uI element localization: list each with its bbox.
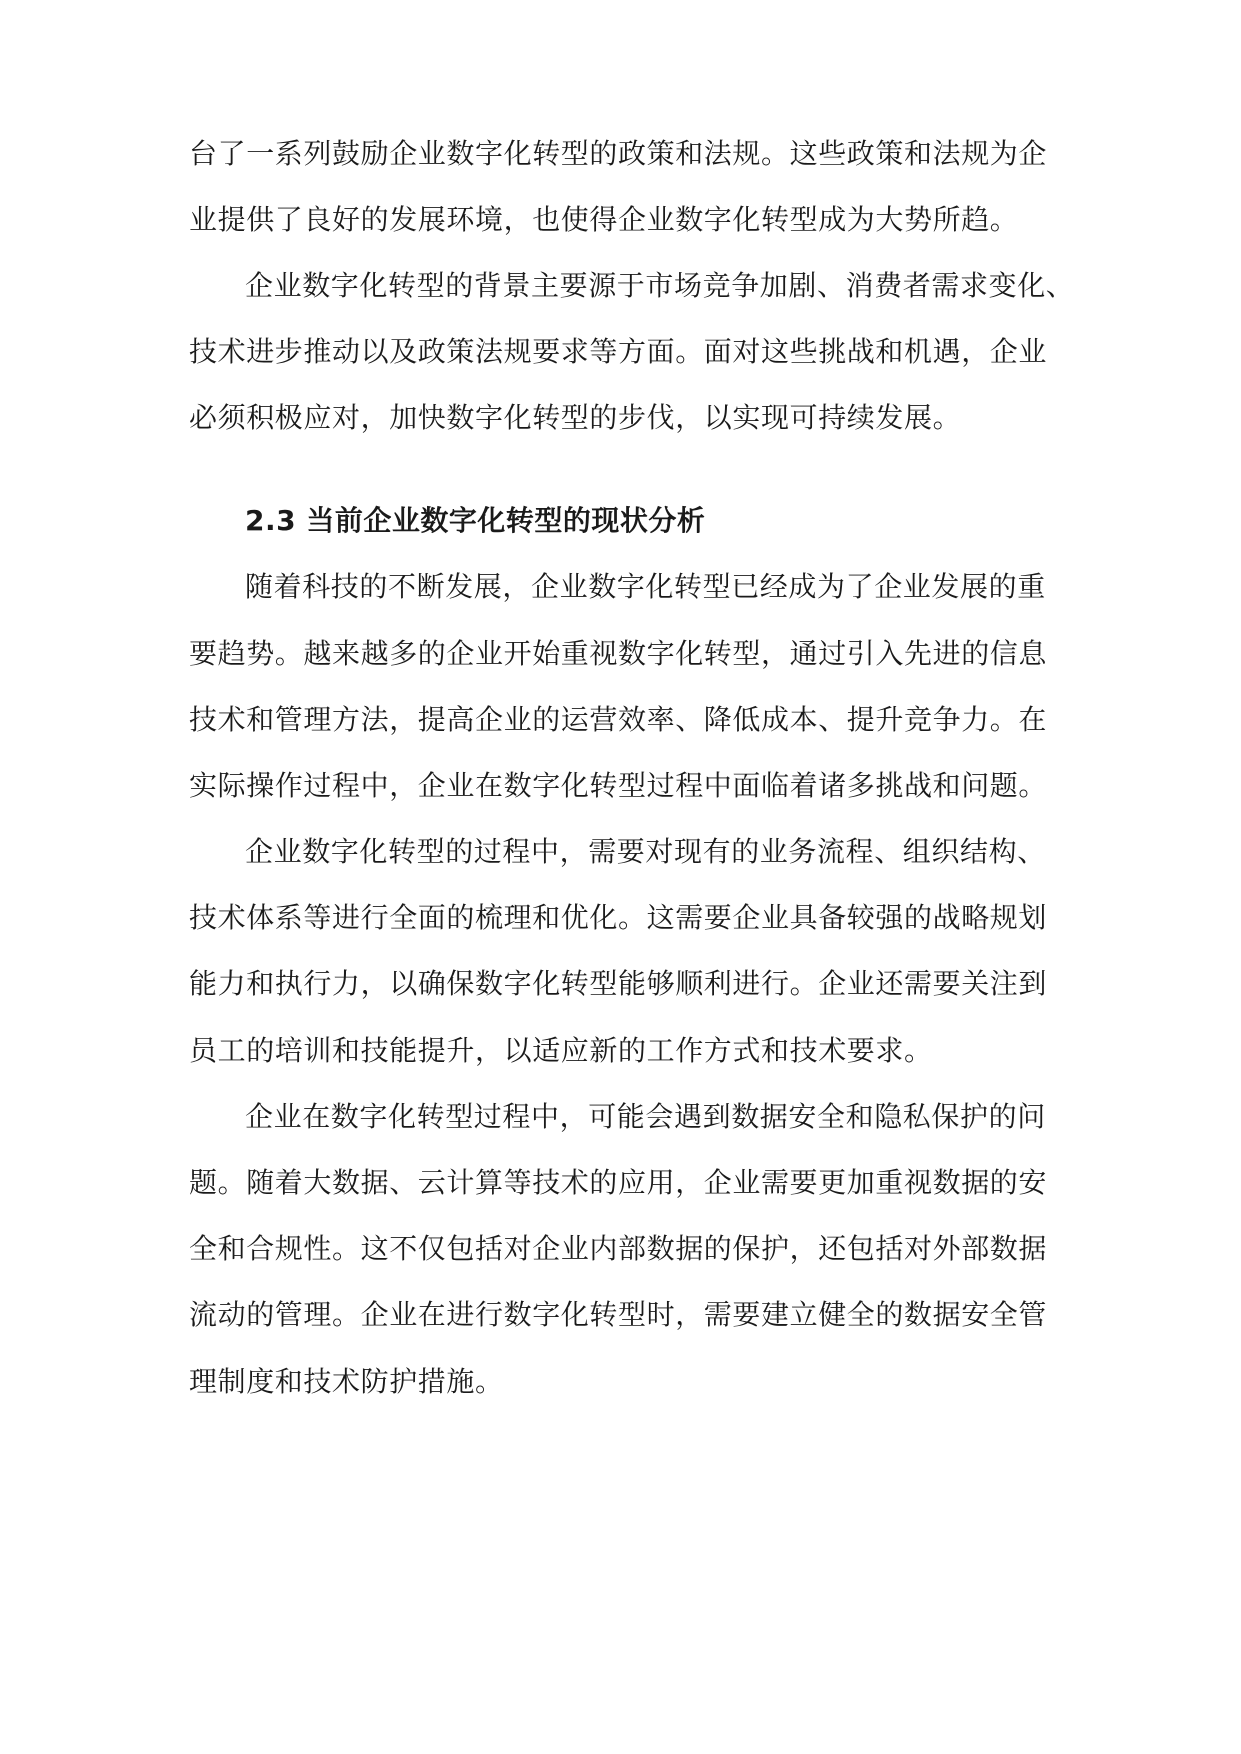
paragraph-line: 台了一系列鼓励企业数字化转型的政策和法规。这些政策和法规为企 (189, 137, 1048, 170)
paragraph-line: 员工的培训和技能提升，以适应新的工作方式和技术要求。 (189, 1034, 933, 1067)
paragraph-line: 随着科技的不断发展，企业数字化转型已经成为了企业发展的重 (245, 570, 1046, 603)
paragraph-line: 企业数字化转型的过程中，需要对现有的业务流程、组织结构、 (245, 835, 1046, 868)
paragraph-line: 流动的管理。企业在进行数字化转型时，需要建立健全的数据安全管 (189, 1298, 1048, 1331)
paragraph-line: 技术进步推动以及政策法规要求等方面。面对这些挑战和机遇，企业 (189, 335, 1048, 368)
paragraph-line: 必须积极应对，加快数字化转型的步伐，以实现可持续发展。 (189, 401, 962, 434)
paragraph-line: 技术和管理方法，提高企业的运营效率、降低成本、提升竞争力。在 (189, 703, 1048, 736)
paragraph-line: 企业在数字化转型过程中，可能会遇到数据安全和隐私保护的问 (245, 1100, 1046, 1133)
paragraph-line: 要趋势。越来越多的企业开始重视数字化转型，通过引入先进的信息 (189, 637, 1048, 670)
paragraph-line: 业提供了良好的发展环境，也使得企业数字化转型成为大势所趋。 (189, 203, 1019, 236)
paragraph-line: 实际操作过程中，企业在数字化转型过程中面临着诸多挑战和问题。 (189, 769, 1048, 802)
paragraph-line: 技术体系等进行全面的梳理和优化。这需要企业具备较强的战略规划 (189, 901, 1048, 934)
paragraph-line: 题。随着大数据、云计算等技术的应用，企业需要更加重视数据的安 (189, 1166, 1048, 1199)
paragraph-line: 理制度和技术防护措施。 (189, 1365, 504, 1398)
paragraph-line: 全和合规性。这不仅包括对企业内部数据的保护，还包括对外部数据 (189, 1232, 1048, 1265)
paragraph-line: 企业数字化转型的背景主要源于市场竞争加剧、消费者需求变化、 (245, 269, 1075, 302)
section-heading: 2.3 当前企业数字化转型的现状分析 (245, 504, 706, 537)
paragraph-line: 能力和执行力，以确保数字化转型能够顺利进行。企业还需要关注到 (189, 967, 1048, 1000)
